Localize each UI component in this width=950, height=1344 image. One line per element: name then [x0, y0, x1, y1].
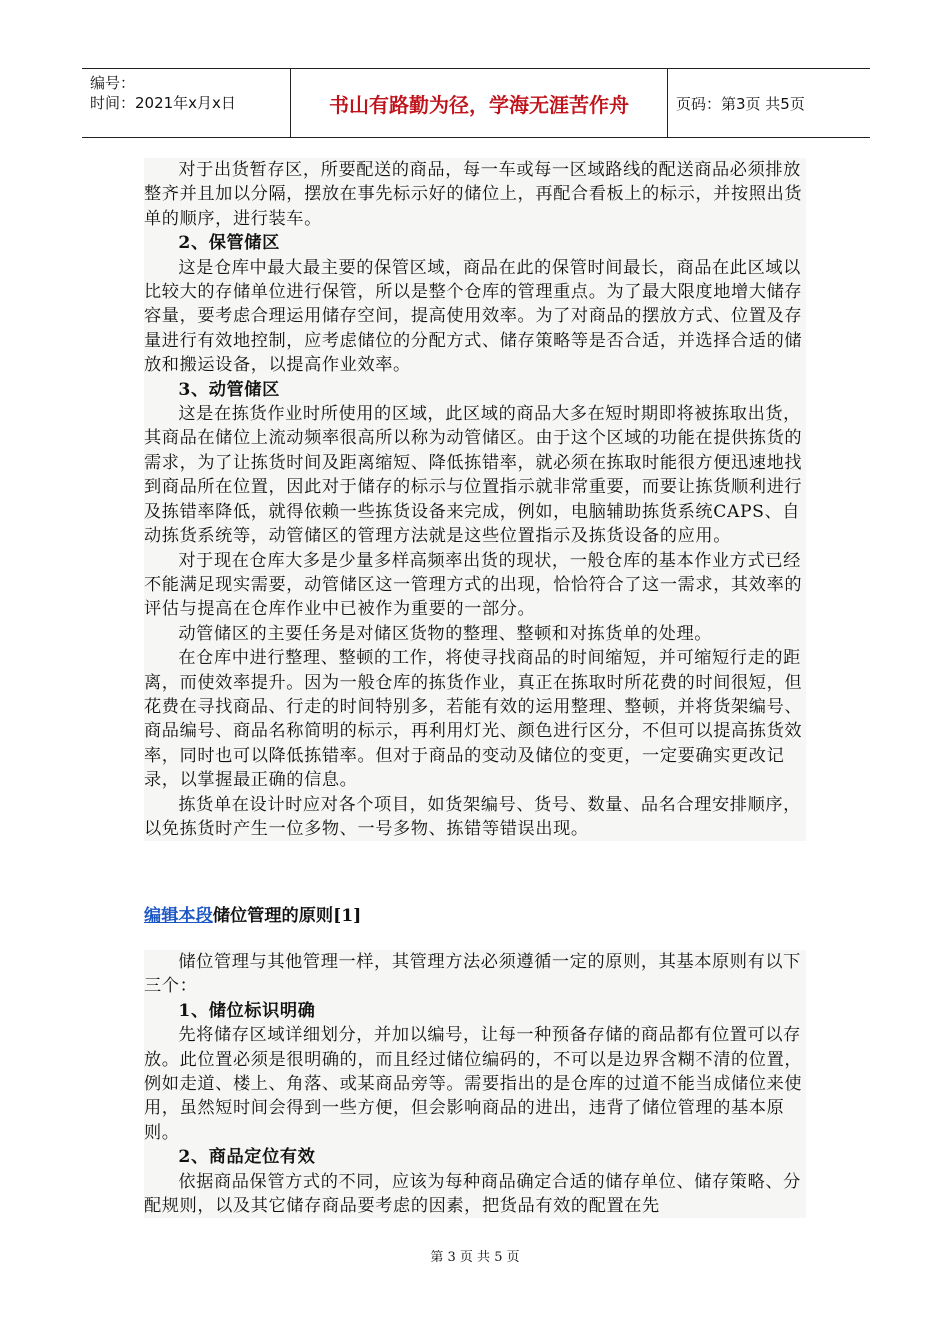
paragraph: 这是仓库中最大最主要的保管区域，商品在此的保管时间最长，商品在此区域以比较大的存储单位进行保管，所以是整个仓库的管理重点。为了最大限度地增大储存容量，要考虑合理运用储存空间，提高使用效率。为了对商品的摆放方式、位置及存量进行有效地控制，应考虑储位的分配方式、储存策略等是否合适，并选择合适的储放和搬运设备，以提高作业效率。 [144, 257, 803, 376]
header-meta [82, 69, 291, 137]
document-body [144, 158, 806, 841]
code-label: 编号： [90, 74, 136, 92]
time-label: 时间：2021年x月x日 [90, 94, 236, 112]
paragraph: 先将储存区域详细划分，并加以编号，让每一种预备存储的商品都有位置可以存放。此位置必须是很明确的，而且经过储位编码的，不可以是边界含糊不清的位置，例如走道、楼上、角落、或某商品旁等。需要指出的是仓库的过道不能当成储位来使用，虽然短时间会得到一些方便，但会影响商品的进出，违背了储位管理的基本原则。 [144, 1025, 803, 1143]
section-heading [144, 904, 361, 928]
paragraph: 动管储区的主要任务是对储区货物的整理、整顿和对拣货单的处理。 [178, 623, 713, 644]
paragraph: 拣货单在设计时应对各个项目，如货架编号、货号、数量、品名合理安排顺序，以免拣货时产生一位多物、一号多物、拣错等错误出现。 [144, 794, 801, 839]
subsection-heading: 2、商品定位有效 [178, 1147, 316, 1168]
paragraph: 储位管理与其他管理一样，其管理方法必须遵循一定的原则，其基本原则有以下三个： [144, 952, 801, 997]
subsection-heading: 2、保管储区 [178, 233, 280, 254]
paragraph: 这是在拣货作业时所使用的区域，此区域的商品大多在短时期即将被拣取出货，其商品在储位上流动频率很高所以称为动管储区。由于这个区域的功能在提供拣货的需求，为了让拣货时间及距离缩短、降低拣错率，就必须在拣取时能很方便迅速地找到商品所在位置，因此对于储存的标示与位置指示就非常重要，而要让拣货顺利进行及拣错率降低，就得依赖一些拣货设备来完成，例如，电脑辅助拣货系统CAPS、自动拣货系统等，动管储区的管理方法就是这些位置指示及拣货设备的应用。 [144, 404, 803, 547]
header-motto: 书山有路勤为径，学海无涯苦作舟 [291, 69, 668, 137]
paragraph: 依据商品保管方式的不同，应该为每种商品确定合适的储存单位、储存策略、分配规则，以及其它储存商品要考虑的因素，把货品有效的配置在先 [144, 1171, 801, 1217]
header-page-code: 页码：第3页 共5页 [676, 94, 805, 113]
subsection-heading: 3、动管储区 [178, 379, 280, 400]
edit-section-link[interactable]: 编辑本段 [144, 906, 213, 926]
paragraph: 对于现在仓库大多是少量多样高频率出货的现状，一般仓库的基本作业方式已经不能满足现实需要，动管储区这一管理方式的出现，恰恰符合了这一需求，其效率的评估与提高在仓库作业中已被作为重要的一部分。 [144, 550, 803, 620]
paragraph: 对于出货暂存区，所要配送的商品，每一车或每一区域路线的配送商品必须排放整齐并且加以分隔，摆放在事先标示好的储位上，再配合看板上的标示，并按照出货单的顺序，进行装车。 [144, 160, 803, 229]
section-title-text: 储位管理的原则[1] [212, 906, 362, 926]
subsection-heading: 1、储位标识明确 [178, 1000, 316, 1021]
page-footer: 第 3 页 共 5 页 [430, 1250, 520, 1265]
paragraph: 在仓库中进行整理、整顿的工作，将使寻找商品的时间缩短，并可缩短行走的距离，而使效率提升。因为一般仓库的拣货作业，真正在拣取时所花费的时间很短，但花费在寻找商品、行走的时间特别多，若能有效的运用整理、整顿，并将货架编号、商品编号、商品名称简明的标示，再利用灯光、颜色进行区分，不但可以提高拣货效率，同时也可以降低拣错率。但对于商品的变动及储位的变更，一定要确实更改记录，以掌握最正确的信息。 [144, 648, 803, 791]
document-body-2 [144, 950, 806, 1218]
page-header [82, 68, 870, 138]
